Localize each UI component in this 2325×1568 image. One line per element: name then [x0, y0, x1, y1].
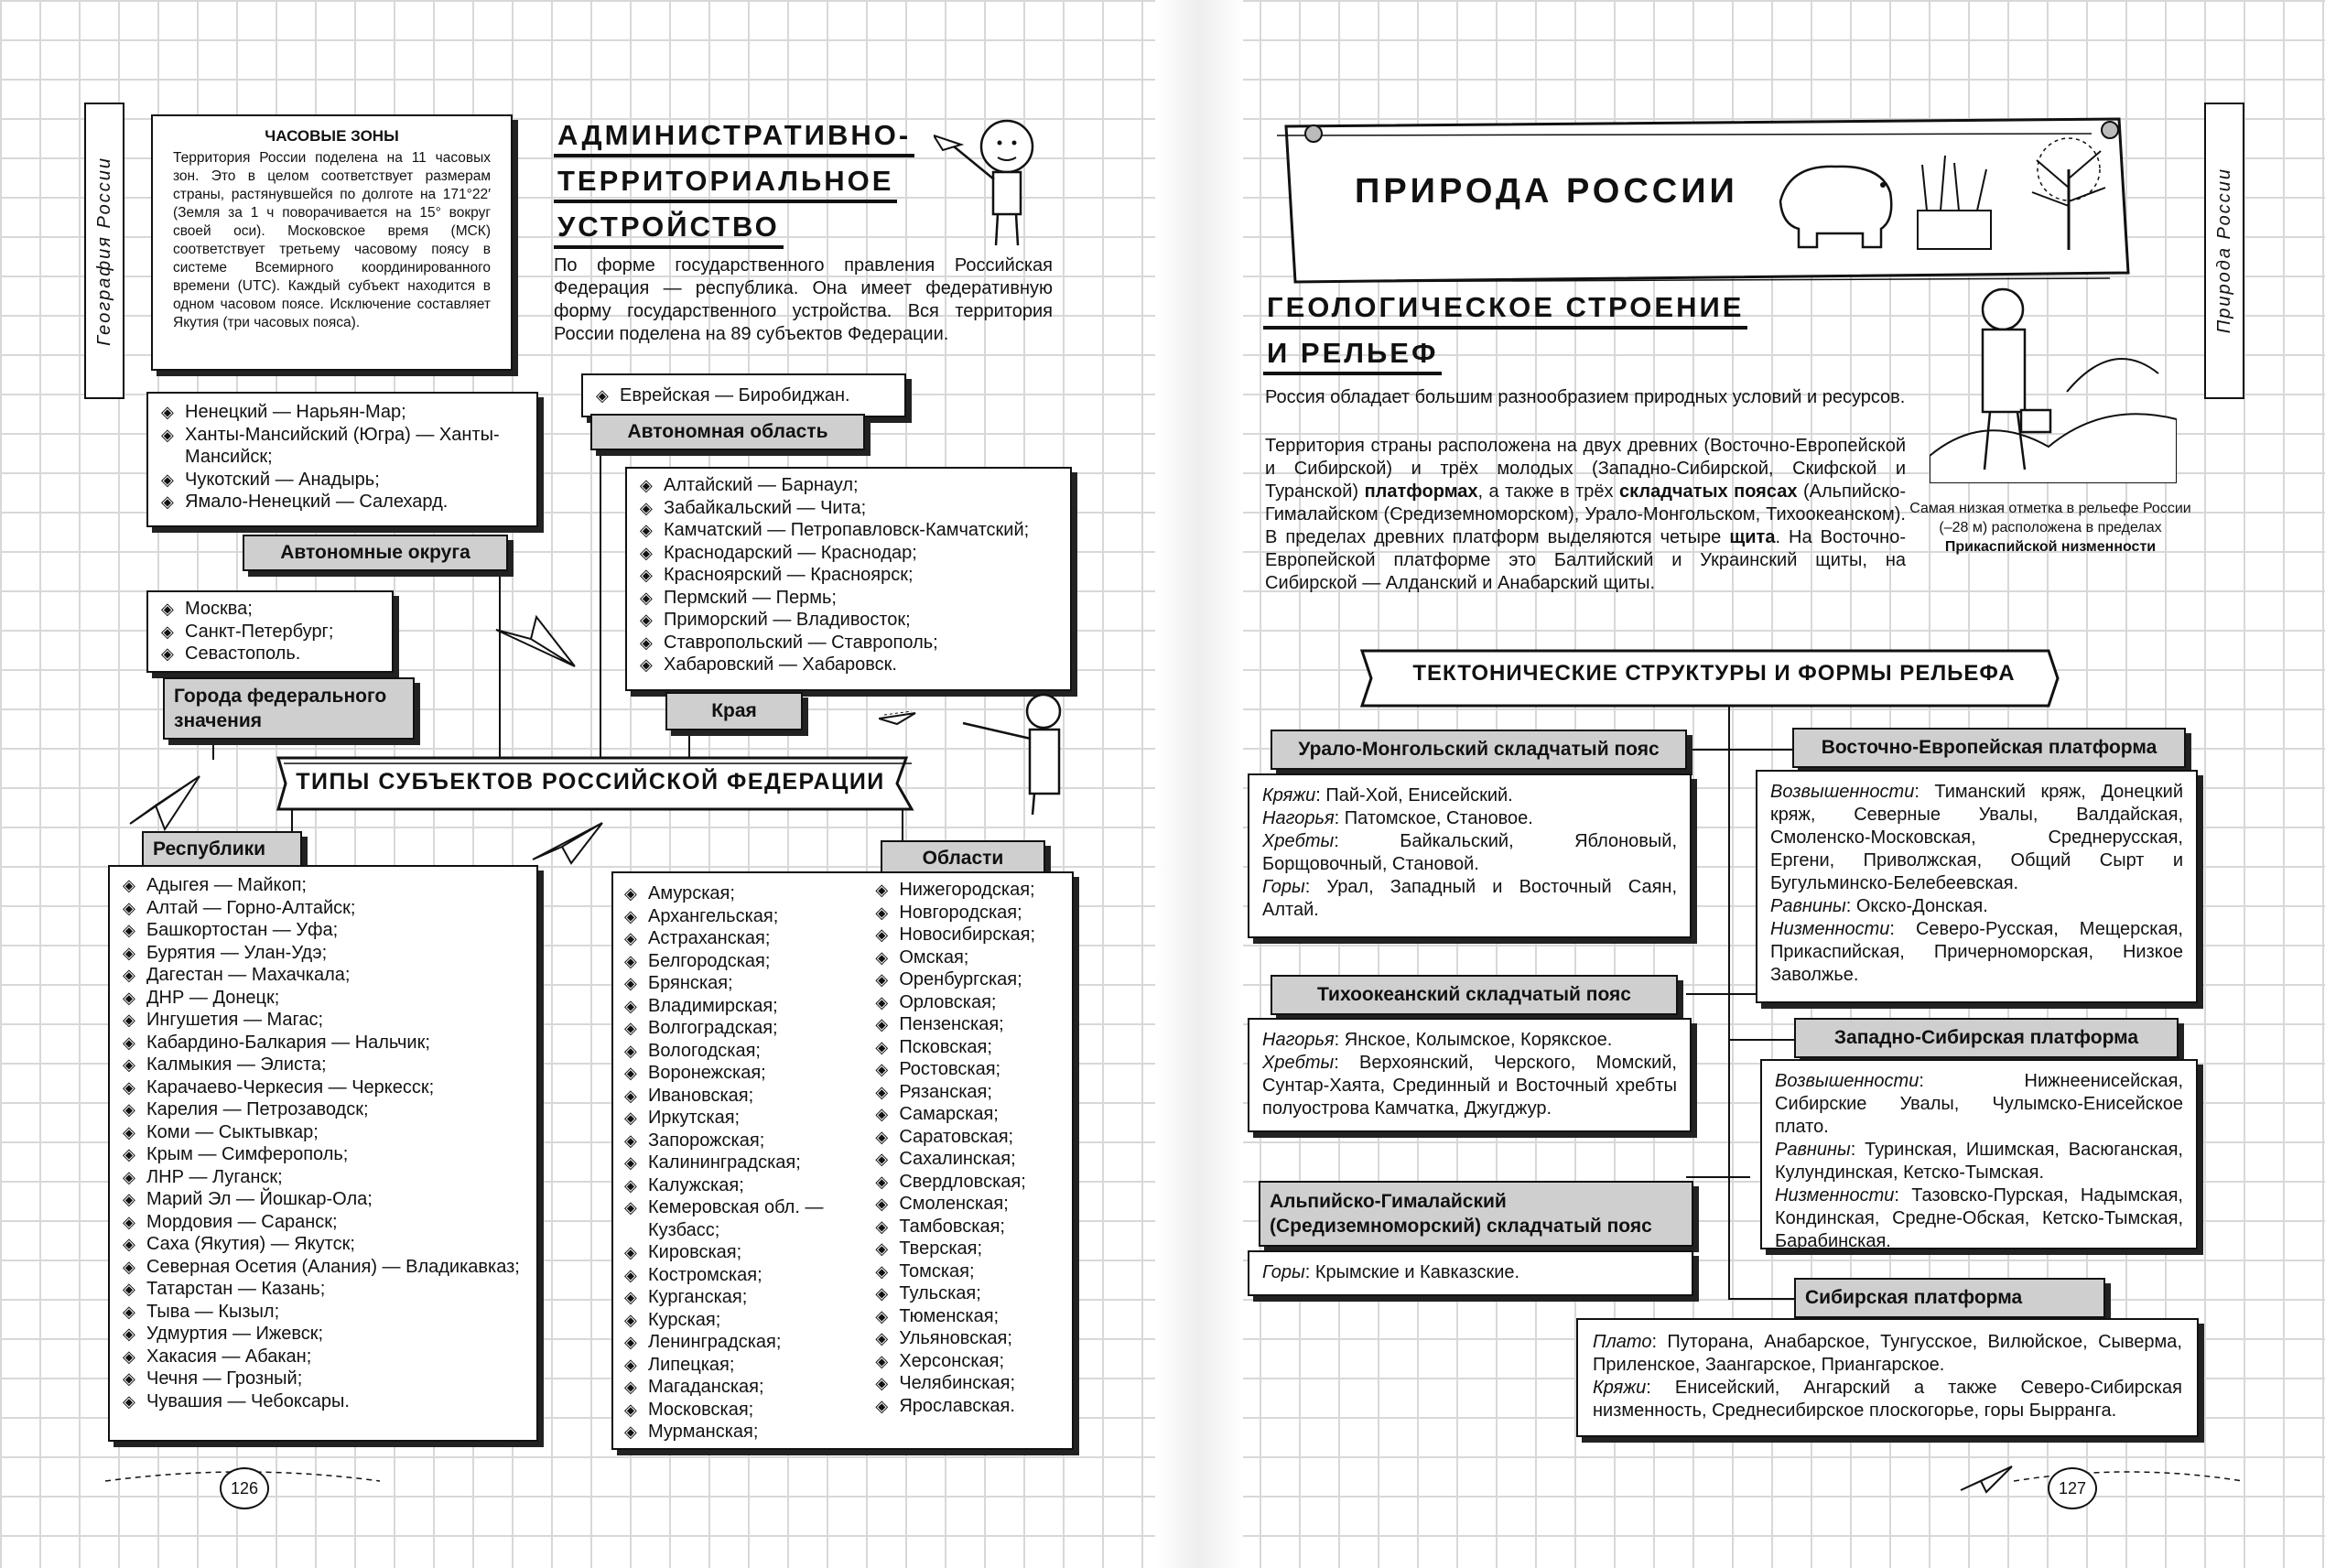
- list-item: ◈ Крым — Симферополь;: [119, 1143, 527, 1166]
- list-item: ◈ Смоленская;: [871, 1193, 1065, 1216]
- autonomous-oblast-box: [581, 373, 906, 417]
- ural-val: : Байкальский, Яблоновый, Борщовочный, Становой.: [1262, 831, 1677, 874]
- list-item: ◈ Красноярский — Красноярск;: [636, 564, 1061, 587]
- west-sib-val: : Туринская, Ишимская, Васюганская, Кулундинская, Кетско-Тымская.: [1775, 1140, 2183, 1183]
- tree-illustration: [2018, 133, 2119, 252]
- list-item: ◈ Чукотский — Анадырь;: [157, 469, 527, 492]
- admin-heading-line2: ТЕРРИТОРИАЛЬНОЕ: [554, 165, 897, 203]
- left-side-tab-label: География России: [93, 156, 114, 346]
- list-item: ◈ Брянская;: [621, 972, 871, 995]
- admin-heading: [554, 119, 920, 256]
- list-item: ◈ Северная Осетия (Алания) — Владикавказ;: [119, 1256, 527, 1279]
- pacific-key: Хребты: [1262, 1053, 1335, 1073]
- west-sib-key: Равнины: [1775, 1140, 1851, 1160]
- geo-heading-line2: И РЕЛЬЕФ: [1263, 337, 1442, 375]
- list-item: ◈ Севастополь.: [157, 643, 383, 665]
- autonomous-okrugs-list: [157, 401, 527, 514]
- oblasts-box: [611, 871, 1074, 1450]
- list-item: ◈ Ростовская;: [871, 1058, 1065, 1081]
- list-item: ◈ Кировская;: [621, 1241, 871, 1264]
- list-item: ◈ Пензенская;: [871, 1013, 1065, 1036]
- west-sib-row: [1775, 1139, 2183, 1184]
- list-item: ◈ Еврейская — Биробиджан.: [592, 384, 895, 407]
- list-item: ◈ Хабаровский — Хабаровск.: [636, 654, 1061, 676]
- krais-box: [625, 467, 1072, 691]
- federal-cities-label: Города федерального значения: [163, 677, 415, 740]
- west-sib-key: Низменности: [1775, 1185, 1895, 1206]
- lowest-point-caption: [1904, 499, 2197, 557]
- siberian-key: Кряжи: [1593, 1378, 1647, 1398]
- list-item: ◈ Калужская;: [621, 1174, 871, 1197]
- list-item: ◈ Архангельская;: [621, 905, 871, 928]
- siberian-row: [1593, 1331, 2182, 1377]
- list-item: ◈ Ненецкий — Нарьян-Мар;: [157, 401, 527, 424]
- ural-row: [1262, 807, 1677, 830]
- alpine-box: [1248, 1250, 1693, 1296]
- list-item: ◈ Белгородская;: [621, 950, 871, 973]
- autonomous-oblast-label: Автономная область: [590, 414, 865, 450]
- list-item: ◈ Оренбургская;: [871, 968, 1065, 991]
- paper-plane-icon: [1959, 1463, 2014, 1494]
- list-item: ◈ Краснодарский — Краснодар;: [636, 542, 1061, 565]
- east-eu-key: Возвышенности: [1770, 782, 1915, 802]
- west-sib-val: : Тазовско-Пурская, Надымская, Кондинская, Средне-Обская, Кетско-Тымская, Барабинская.: [1775, 1185, 2183, 1251]
- alpine-label: Альпийско-Гималайский (Средиземноморский) складчатый пояс: [1259, 1181, 1693, 1247]
- list-item: ◈ Хакасия — Абакан;: [119, 1346, 527, 1368]
- krais-list: [636, 474, 1061, 676]
- list-item: ◈ Алтай — Горно-Алтайск;: [119, 897, 527, 920]
- oblasts-list-col2: [871, 879, 1065, 1439]
- siberian-box: [1576, 1318, 2199, 1437]
- center-banner-title: ТИПЫ СУБЪЕКТОВ РОССИЙСКОЙ ФЕДЕРАЦИИ: [296, 769, 885, 795]
- plants-illustration: [1909, 146, 2000, 252]
- list-item: ◈ Омская;: [871, 946, 1065, 969]
- list-item: ◈ Пермский — Пермь;: [636, 587, 1061, 610]
- list-item: ◈ Ямало-Ненецкий — Салехард.: [157, 491, 527, 514]
- list-item: ◈ Воронежская;: [621, 1062, 871, 1085]
- list-item: ◈ Вологодская;: [621, 1040, 871, 1063]
- caption-bold: Прикаспийской низменности: [1944, 539, 2157, 555]
- list-item: ◈ Костромская;: [621, 1264, 871, 1287]
- geo-para-2-f: щита: [1729, 527, 1776, 547]
- list-item: ◈ Запорожская;: [621, 1130, 871, 1152]
- list-item: ◈ Кемеровская обл. — Кузбасс;: [621, 1196, 831, 1241]
- republics-label: Республики: [142, 831, 302, 868]
- list-item: ◈ Ингушетия — Магас;: [119, 1009, 527, 1032]
- oblasts-list-col1: [621, 882, 871, 1442]
- timezones-text: Территория России поделена на 11 часовых зон. Это в целом соответствует размерам страны, растянувшейся по долготе на 171°22′ (Земля за 1 ч поворачивается на 15° вокруг своей оси). Московское время (МСК) соответствует третьему часовому поясу в системе Всемирного координированного времени (UTC). Каждый субъект находится в одном часовом поясе. Исключение составляет Якутия (три часовых пояса).: [173, 150, 491, 330]
- ural-row: [1262, 830, 1677, 876]
- right-page-number: 127: [2048, 1467, 2097, 1509]
- list-item: ◈ Тыва — Кызыл;: [119, 1301, 527, 1324]
- list-item: ◈ Забайкальский — Чита;: [636, 497, 1061, 520]
- pacific-val: : Янское, Колымское, Корякское.: [1334, 1030, 1613, 1050]
- list-item: ◈ Тульская;: [871, 1282, 1065, 1305]
- list-item: ◈ Чувашия — Чебоксары.: [119, 1390, 527, 1413]
- siberian-label: Сибирская платформа: [1794, 1278, 2105, 1318]
- list-item: ◈ Чечня — Грозный;: [119, 1368, 527, 1390]
- list-item: ◈ Псковская;: [871, 1036, 1065, 1059]
- left-side-tab: [84, 103, 124, 399]
- list-item: ◈ Свердловская;: [871, 1171, 1065, 1194]
- ural-row: [1262, 784, 1677, 807]
- list-item: ◈ Тверская;: [871, 1238, 1065, 1260]
- pacific-key: Нагорья: [1262, 1030, 1335, 1050]
- ural-key: Кряжи: [1262, 785, 1316, 806]
- geo-para-2-g: . На Восточно-Европейской платформе это Балтийский и Украинский щиты, на Сибирской — Алданский и Анабарский щиты.: [1265, 527, 1906, 593]
- list-item: ◈ Херсонская;: [871, 1350, 1065, 1373]
- book-spine: [1155, 0, 1243, 1568]
- pacific-row: [1262, 1029, 1677, 1052]
- bear-illustration: [1771, 146, 1899, 252]
- admin-heading-line1: АДМИНИСТРАТИВНО-: [554, 119, 914, 157]
- caption-text: Самая низкая отметка в рельефе России (–28 м) расположена в пределах: [1909, 501, 2191, 535]
- geo-para-2-c: , а также в трёх: [1477, 481, 1620, 502]
- pacific-val: : Верхоянский, Черского, Момский, Сунтар-Хаята, Срединный и Восточный хребты полуострова Камчатка, Джугджур.: [1262, 1053, 1677, 1119]
- list-item: ◈ ЛНР — Луганск;: [119, 1166, 527, 1189]
- east-eu-box: [1756, 770, 2198, 1003]
- paper-plane-icon: [531, 819, 604, 865]
- connector: [1728, 1298, 1797, 1300]
- ural-key: Хребты: [1262, 831, 1335, 851]
- list-item: ◈ Приморский — Владивосток;: [636, 609, 1061, 632]
- list-item: ◈ Башкортостан — Уфа;: [119, 919, 527, 942]
- list-item: ◈ Санкт-Петербург;: [157, 621, 383, 643]
- west-sib-label: Западно-Сибирская платформа: [1794, 1018, 2179, 1058]
- list-item: ◈ Ульяновская;: [871, 1327, 1065, 1350]
- west-sib-box: [1760, 1059, 2198, 1249]
- list-item: ◈ Мурманская;: [621, 1421, 871, 1444]
- east-eu-val: : Тиманский кряж, Донецкий кряж, Северные Увалы, Валдайская, Смоленско-Московская, Среднерусская, Ергени, Приволжская, Общий Сырт и Бугульминско-Белебеевская.: [1770, 782, 2183, 893]
- federal-cities-box: [146, 590, 394, 673]
- list-item: ◈ Москва;: [157, 598, 383, 621]
- list-item: ◈ Липецкая;: [621, 1354, 871, 1377]
- list-item: ◈ Карелия — Петрозаводск;: [119, 1098, 527, 1121]
- list-item: ◈ ДНР — Донецк;: [119, 987, 527, 1010]
- boy-with-plane-illustration: [934, 110, 1053, 247]
- east-eu-key: Низменности: [1770, 919, 1890, 939]
- list-item: ◈ Дагестан — Махачкала;: [119, 964, 527, 987]
- list-item: ◈ Самарская;: [871, 1103, 1065, 1126]
- ural-val: : Патомское, Становое.: [1334, 808, 1533, 828]
- autonomous-okrugs-label: Автономные округа: [243, 535, 508, 571]
- siberian-val: : Путорана, Анабарское, Тунгусское, Вилюйское, Сыверма, Приленское, Заангарское, Приангарское.: [1593, 1332, 2182, 1375]
- list-item: ◈ Бурятия — Улан-Удэ;: [119, 942, 527, 965]
- paper-plane-icon: [128, 769, 201, 833]
- republics-list: [119, 874, 527, 1412]
- list-item: ◈ Новосибирская;: [871, 924, 1065, 946]
- list-item: ◈ Ставропольский — Ставрополь;: [636, 632, 1061, 654]
- right-side-tab-label: Природа России: [2213, 168, 2234, 334]
- list-item: ◈ Астраханская;: [621, 927, 871, 950]
- alpine-key: Горы: [1262, 1262, 1305, 1282]
- list-item: ◈ Саратовская;: [871, 1126, 1065, 1149]
- ural-row: [1262, 876, 1677, 922]
- list-item: ◈ Адыгея — Майкоп;: [119, 874, 527, 897]
- geo-para-1: Россия обладает большим разнообразием природных условий и ресурсов.: [1265, 387, 1906, 407]
- list-item: ◈ Ханты-Мансийский (Югра) — Ханты-Мансийск;: [157, 424, 527, 469]
- republics-box: [108, 865, 538, 1442]
- list-item: ◈ Тюменская;: [871, 1305, 1065, 1328]
- list-item: ◈ Томская;: [871, 1260, 1065, 1283]
- alpine-val: : Крымские и Кавказские.: [1304, 1262, 1520, 1282]
- list-item: ◈ Волгоградская;: [621, 1017, 871, 1040]
- list-item: ◈ Амурская;: [621, 882, 871, 905]
- list-item: ◈ Владимирская;: [621, 995, 871, 1018]
- connector: [1686, 1176, 1750, 1178]
- west-sib-row: [1775, 1184, 2183, 1253]
- ural-val: : Урал, Западный и Восточный Саян, Алтай.: [1262, 877, 1677, 920]
- geo-para-2-a: Территория страны расположена на двух древних (Восточно-Европейской и Сибирской) и трёх молодых (Западно-Сибирской, Скифской и Туранской): [1265, 436, 1906, 502]
- list-item: ◈ Калининградская;: [621, 1152, 871, 1174]
- geo-para-2: [1265, 435, 1906, 595]
- list-item: ◈ Мордовия — Саранск;: [119, 1211, 527, 1234]
- west-sib-row: [1775, 1070, 2183, 1139]
- list-item: ◈ Татарстан — Казань;: [119, 1278, 527, 1301]
- left-page-number: 126: [220, 1467, 269, 1509]
- nature-banner-title: ПРИРОДА РОССИИ: [1355, 172, 1738, 211]
- siberian-key: Плато: [1593, 1332, 1652, 1352]
- siberian-val: : Енисейский, Ангарский а также Северо-Сибирская низменность, Среднесибирское плоскогорье, горы Бырранга.: [1593, 1378, 2182, 1421]
- list-item: ◈ Ленинградская;: [621, 1331, 871, 1354]
- traveler-illustration: [1930, 273, 2177, 483]
- list-item: ◈ Калмыкия — Элиста;: [119, 1054, 527, 1076]
- list-item: ◈ Саха (Якутия) — Якутск;: [119, 1233, 527, 1256]
- list-item: ◈ Тамбовская;: [871, 1216, 1065, 1238]
- paper-plane-icon: [494, 611, 577, 676]
- pacific-box: [1248, 1018, 1692, 1132]
- autonomous-okrugs-box: [146, 392, 538, 527]
- admin-heading-line3: УСТРОЙСТВО: [554, 211, 784, 249]
- connector: [1728, 1039, 1801, 1041]
- list-item: ◈ Орловская;: [871, 991, 1065, 1014]
- list-item: ◈ Ярославская.: [871, 1395, 1065, 1418]
- list-item: ◈ Челябинская;: [871, 1372, 1065, 1395]
- timezones-box: [151, 114, 513, 371]
- east-eu-label: Восточно-Европейская платформа: [1792, 728, 2186, 768]
- geo-heading: [1263, 291, 1812, 383]
- connector: [1686, 749, 1794, 751]
- list-item: ◈ Рязанская;: [871, 1081, 1065, 1104]
- ural-key: Нагорья: [1262, 808, 1335, 828]
- connector: [1728, 705, 1730, 1300]
- west-sib-val: : Нижнеенисейская, Сибирские Увалы, Чулымско-Енисейское плато.: [1775, 1071, 2183, 1137]
- list-item: ◈ Иркутская;: [621, 1107, 871, 1130]
- pacific-row: [1262, 1052, 1677, 1120]
- list-item: ◈ Новгородская;: [871, 902, 1065, 925]
- ural-key: Горы: [1262, 877, 1305, 897]
- list-item: ◈ Кабардино-Балкария — Нальчик;: [119, 1032, 527, 1054]
- list-item: ◈ Удмуртия — Ижевск;: [119, 1323, 527, 1346]
- list-item: ◈ Камчатский — Петропавловск-Камчатский;: [636, 519, 1061, 542]
- list-item: ◈ Ивановская;: [621, 1085, 871, 1108]
- timezones-title: ЧАСОВЫЕ ЗОНЫ: [265, 127, 399, 145]
- geo-heading-line1: ГЕОЛОГИЧЕСКОЕ СТРОЕНИЕ: [1263, 291, 1747, 330]
- east-eu-row: [1770, 781, 2183, 895]
- east-eu-key: Равнины: [1770, 896, 1846, 916]
- list-item: ◈ Курганская;: [621, 1286, 871, 1309]
- list-item: ◈ Нижегородская;: [871, 879, 1065, 902]
- alpine-row: [1262, 1261, 1679, 1284]
- list-item: ◈ Алтайский — Барнаул;: [636, 474, 1061, 497]
- list-item: ◈ Сахалинская;: [871, 1148, 1065, 1171]
- ural-val: : Пай-Хой, Енисейский.: [1315, 785, 1513, 806]
- ural-box: [1248, 773, 1692, 938]
- pacific-label: Тихоокеанский складчатый пояс: [1271, 975, 1678, 1015]
- ural-label: Урало-Монгольский складчатый пояс: [1271, 730, 1687, 770]
- list-item: ◈ Курская;: [621, 1309, 871, 1332]
- siberian-row: [1593, 1377, 2182, 1422]
- east-eu-row: [1770, 918, 2183, 987]
- geo-para-2-d: складчатых поясах: [1619, 481, 1798, 502]
- right-side-tab: [2204, 103, 2244, 399]
- list-item: ◈ Карачаево-Черкесия — Черкесск;: [119, 1076, 527, 1099]
- autonomous-oblast-list: [592, 384, 895, 407]
- list-item: ◈ Московская;: [621, 1399, 871, 1422]
- oblasts-label: Области: [881, 840, 1045, 877]
- admin-intro: По форме государственного правления Российская Федерация — республика. Она имеет федеративную форму государственного устройства. Вся территория России поделена на 89 субъектов Федерации.: [554, 255, 1053, 344]
- geo-para-2-b: платформах: [1364, 481, 1478, 502]
- connector: [600, 447, 601, 760]
- list-item: ◈ Марий Эл — Йошкар-Ола;: [119, 1188, 527, 1211]
- west-sib-key: Возвышенности: [1775, 1071, 1919, 1091]
- east-eu-val: : Окско-Донская.: [1845, 896, 1988, 916]
- krais-label: Края: [665, 692, 803, 730]
- tect-title: ТЕКТОНИЧЕСКИЕ СТРУКТУРЫ И ФОРМЫ РЕЛЬЕФА: [1412, 661, 2016, 686]
- east-eu-val: : Северо-Русская, Мещерская, Прикаспийская, Причерноморская, Низкое Заволжье.: [1770, 919, 2183, 985]
- east-eu-row: [1770, 895, 2183, 918]
- geo-para-2-e: (Альпийско-Гималайском (Средиземноморском), Урало-Монгольском, Тихоокеанском). В пределах древних платформ выделяются четыре: [1265, 481, 1906, 547]
- list-item: ◈ Коми — Сыктывкар;: [119, 1121, 527, 1144]
- federal-cities-list: [157, 598, 383, 665]
- list-item: ◈ Магаданская;: [621, 1376, 871, 1399]
